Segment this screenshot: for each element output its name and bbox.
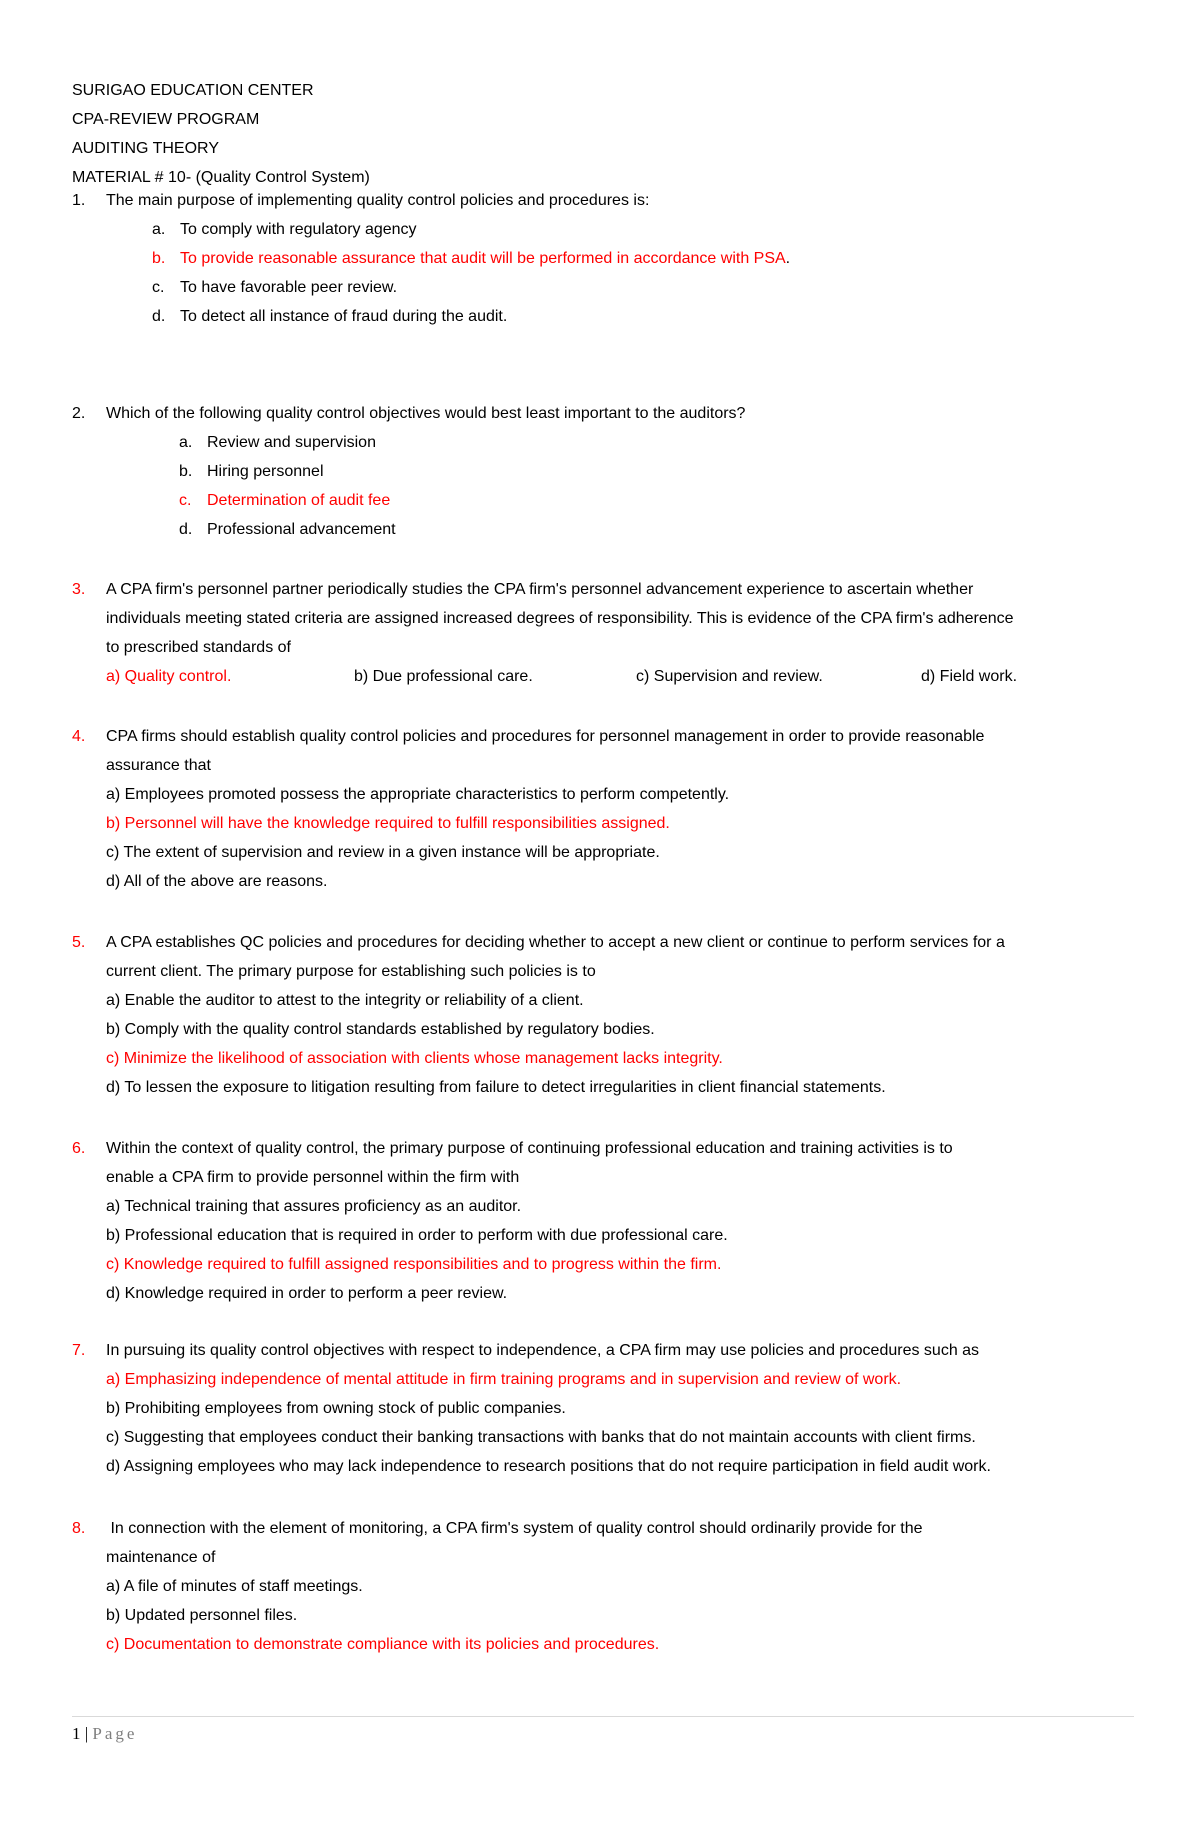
document-header [72, 76, 370, 192]
question-stem-continued: assurance that [106, 757, 211, 774]
choice-a: a) Technical training that assures proficiency as an auditor. [106, 1198, 522, 1215]
question-number: 2. [72, 405, 86, 422]
question-number: 5. [72, 934, 86, 951]
choice-d: d) To lessen the exposure to litigation resulting from failure to detect irregularities in client financial statements. [106, 1079, 886, 1096]
question-stem: 1. The main purpose of implementing quality control policies and procedures is: [72, 186, 1132, 215]
question-stem: 4. CPA firms should establish quality control policies and procedures for personnel management in order to provide reasonable [72, 722, 1132, 751]
page-number: 1 [72, 1724, 81, 1743]
question-5 [72, 928, 1132, 1102]
question-8 [72, 1514, 1132, 1659]
question-stem-continued: enable a CPA firm to provide personnel within the firm with [106, 1169, 520, 1186]
choice-a: a. Review and supervision [179, 434, 376, 451]
question-number: 8. [72, 1520, 86, 1537]
question-stem: 7. In pursuing its quality control objectives with respect to independence, a CPA firm may use policies and procedures such as [72, 1336, 1132, 1365]
choice-c: c) The extent of supervision and review in a given instance will be appropriate. [106, 844, 660, 861]
choice-b: b) Comply with the quality control standards established by regulatory bodies. [106, 1021, 655, 1038]
question-stem: 5. A CPA establishes QC policies and procedures for deciding whether to accept a new client or continue to perform services for a [72, 928, 1132, 957]
footer-separator: | [80, 1724, 93, 1743]
question-stem-continued: maintenance of [106, 1549, 216, 1566]
question-3 [72, 575, 1132, 691]
question-stem-continued: to prescribed standards of [106, 639, 291, 656]
question-number: 4. [72, 728, 86, 745]
question-number: 3. [72, 581, 86, 598]
question-7 [72, 1336, 1132, 1481]
page-footer [72, 1722, 137, 1746]
choice-a: a) A file of minutes of staff meetings. [106, 1578, 363, 1595]
choice-d: d) All of the above are reasons. [106, 873, 328, 890]
choice-b: b. Hiring personnel [179, 463, 324, 480]
choice-a: a) Enable the auditor to attest to the integrity or reliability of a client. [106, 992, 584, 1009]
choice-c: c) Supervision and review. [636, 668, 823, 685]
choice-d: d) Knowledge required in order to perform a peer review. [106, 1285, 508, 1302]
question-4 [72, 722, 1132, 896]
choice-c-answer: c. Determination of audit fee [179, 492, 391, 509]
subject-name: AUDITING THEORY [72, 140, 219, 157]
footer-divider [72, 1716, 1134, 1717]
choices-row [72, 662, 1132, 691]
choice-c: c) Suggesting that employees conduct their banking transactions with banks that do not maintain accounts with client firms. [106, 1429, 976, 1446]
choice-b-answer: b. To provide reasonable assurance that audit will be performed in accordance with PSA. [152, 250, 791, 267]
school-name: SURIGAO EDUCATION CENTER [72, 82, 314, 99]
choice-c: c. To have favorable peer review. [152, 279, 398, 296]
question-number: 1. [72, 192, 86, 209]
choice-b: b) Updated personnel files. [106, 1607, 298, 1624]
choice-c-answer: c) Knowledge required to fulfill assigned responsibilities and to progress within the firm. [106, 1256, 722, 1273]
choice-b: b) Professional education that is required in order to perform with due professional care. [106, 1227, 728, 1244]
choice-a: a. To comply with regulatory agency [152, 221, 417, 238]
question-stem: 6. Within the context of quality control, the primary purpose of continuing professional education and training activities is to [72, 1134, 1132, 1163]
material-title: MATERIAL # 10- (Quality Control System) [72, 169, 370, 186]
question-stem-continued: current client. The primary purpose for establishing such policies is to [106, 963, 596, 980]
question-stem: 3. A CPA firm's personnel partner periodically studies the CPA firm's personnel advancement experience to ascertain whether [72, 575, 1132, 604]
question-stem-continued: individuals meeting stated criteria are assigned increased degrees of responsibility. This is evidence of the CPA firm's adherence [106, 610, 1014, 627]
choice-a-answer: a) Emphasizing independence of mental attitude in firm training programs and in supervision and review of work. [106, 1371, 902, 1388]
question-stem: 8. In connection with the element of monitoring, a CPA firm's system of quality control should ordinarily provide for the [72, 1514, 1132, 1543]
question-2 [72, 399, 1132, 544]
choice-b: b) Prohibiting employees from owning stock of public companies. [106, 1400, 566, 1417]
choice-a: a) Employees promoted possess the appropriate characteristics to perform competently. [106, 786, 730, 803]
choice-b-answer: b) Personnel will have the knowledge required to fulfill responsibilities assigned. [106, 815, 670, 832]
choice-d: d) Field work. [921, 668, 1018, 685]
choice-b: b) Due professional care. [354, 668, 533, 685]
choice-d: d. Professional advancement [179, 521, 396, 538]
choice-d: d. To detect all instance of fraud during the audit. [152, 308, 508, 325]
question-1 [72, 186, 1132, 331]
choice-d: d) Assigning employees who may lack independence to research positions that do not require participation in field audit work. [106, 1458, 991, 1475]
question-stem: 2. Which of the following quality control objectives would best least important to the auditors? [72, 399, 1132, 428]
page-label: Page [92, 1724, 138, 1743]
program-name: CPA-REVIEW PROGRAM [72, 111, 260, 128]
choice-a-answer: a) Quality control. [106, 668, 232, 685]
question-number: 7. [72, 1342, 86, 1359]
choice-c-answer: c) Documentation to demonstrate compliance with its policies and procedures. [106, 1636, 660, 1653]
question-6 [72, 1134, 1132, 1308]
question-number: 6. [72, 1140, 86, 1157]
choice-c-answer: c) Minimize the likelihood of association with clients whose management lacks integrity. [106, 1050, 723, 1067]
